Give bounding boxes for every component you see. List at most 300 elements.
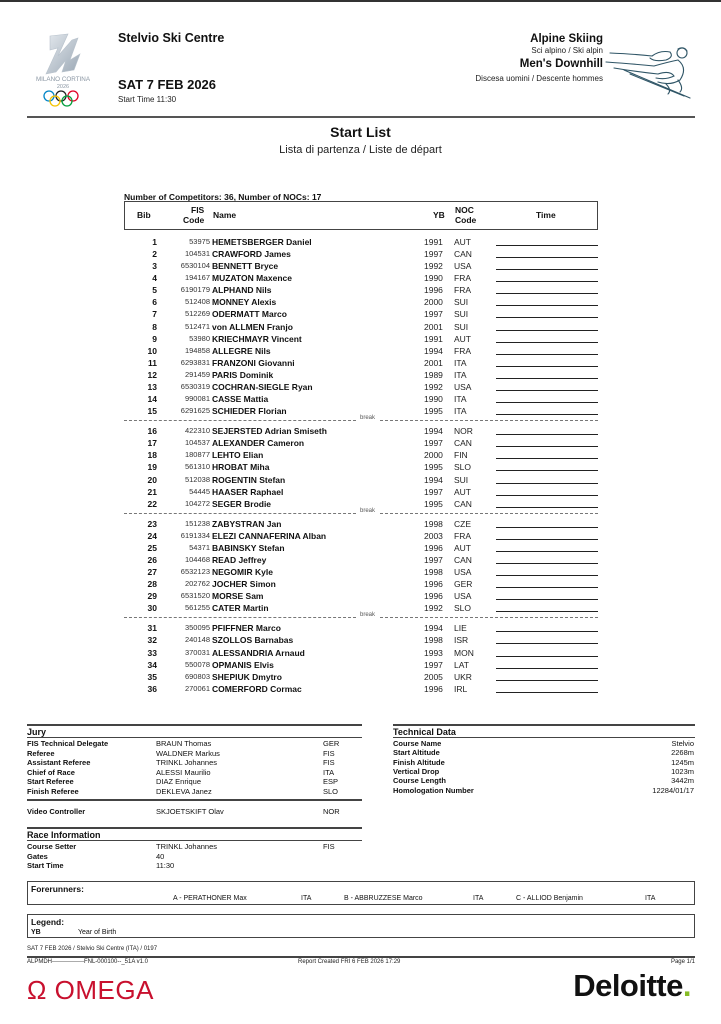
break-label: break [360,612,376,619]
technical-value: 3442m [671,776,694,786]
noc-code: UKR [454,671,472,682]
athlete-name: JOCHER Simon [212,579,276,590]
time-entry-line [496,269,598,270]
noc-code: SUI [454,309,469,320]
athlete-name: SEGER Brodie [212,498,272,509]
race-info-value: TRINKL Johannes [156,842,218,851]
bib-number: 5 [152,285,157,296]
noc-code: AUT [454,486,471,497]
noc-code: FRA [454,273,471,284]
race-info-value: 40 [156,851,165,861]
time-entry-line [496,446,598,447]
fis-code: 104531 [184,249,210,259]
table-header [124,201,598,230]
year-of-birth: 1996 [424,683,443,694]
bib-number: 18 [147,450,157,461]
table-row [124,554,598,566]
table-row [124,236,598,248]
bib-number: 27 [147,567,157,578]
race-info-title-line [27,840,362,842]
table-row [124,393,598,405]
athlete-name: KRIECHMAYR Vincent [212,333,302,344]
year-of-birth: 1994 [424,345,443,356]
year-of-birth: 1990 [424,394,443,405]
noc-code: USA [454,261,472,272]
time-entry-line [496,692,598,693]
fis-code: 6191334 [180,530,210,540]
bib-number: 8 [152,321,157,332]
jury-member-name: DEKLEVA Janez [156,786,212,796]
athlete-name: ZABYSTRAN Jan [212,518,282,529]
athlete-name: ALESSANDRIA Arnaud [212,647,305,658]
time-entry-line [496,631,598,632]
time-entry-line [496,414,598,415]
jury-member-name: ALESSI Maurilio [156,767,211,777]
noc-code: ITA [454,406,467,417]
games-emblem-icon [28,30,98,116]
forerunner-noc: ITA [301,895,312,902]
bib-number: 22 [147,498,157,509]
time-entry-line [496,293,598,294]
fis-code: 54445 [189,486,210,496]
bib-number: 35 [147,671,157,682]
year-of-birth: 1996 [424,542,443,553]
legend-title: Legend: [31,917,65,927]
fis-code: 53980 [189,333,210,343]
bib-number: 10 [147,345,157,356]
technical-data-section [393,724,695,738]
athlete-name: HROBAT Miha [212,462,270,473]
noc-code: FIN [454,450,468,461]
year-of-birth: 1990 [424,273,443,284]
time-entry-line [496,527,598,528]
year-of-birth: 1998 [424,567,443,578]
time-entry-line [496,680,598,681]
break-label: break [360,507,376,514]
col-fis-top: FIS [191,205,205,215]
footer-event-info: SAT 7 FEB 2026 / Stelvio Ski Centre (ITA) / 0197 [27,946,158,952]
race-info-label: Gates [27,851,48,861]
year-of-birth: 1995 [424,406,443,417]
athlete-name: ODERMATT Marco [212,309,287,320]
athlete-name: ROGENTIN Stefan [212,474,286,485]
athlete-name: COCHRAN-SIEGLE Ryan [212,381,313,392]
table-row [124,357,598,369]
year-of-birth: 1996 [424,591,443,602]
col-time: Time [536,210,556,220]
table-row [124,474,598,486]
athlete-name: MORSE Sam [212,591,264,602]
page-title: Start List [330,124,391,140]
col-fis-bottom: Code [183,215,205,225]
header-divider [27,116,695,118]
technical-value: 1245m [671,757,694,767]
table-row [124,659,598,671]
noc-code: USA [454,381,472,392]
break-dash-left [124,617,356,618]
table-row [124,248,598,260]
table-row [124,345,598,357]
table-row [124,683,598,695]
table-row [124,284,598,296]
technical-label: Course Name [393,739,442,748]
table-row [124,566,598,578]
sport-name: Alpine Skiing [530,33,603,45]
noc-code: SUI [454,297,469,308]
noc-code: ITA [454,357,467,368]
jury-member-name: WALDNER Markus [156,748,220,758]
fis-code: 512471 [184,321,210,331]
athlete-name: CATER Martin [212,603,269,614]
athlete-name: LEHTO Elian [212,450,264,461]
bib-number: 32 [147,635,157,646]
fis-code: 561310 [184,462,210,472]
noc-code: CAN [454,249,472,260]
break-dash-left [124,420,356,421]
col-name: Name [213,210,237,220]
sport-name-translations: Sci alpino / Ski alpin [531,46,603,55]
fis-code: 350095 [184,623,210,633]
jury-member-noc: FIS [323,758,335,767]
col-bib: Bib [137,210,151,220]
fis-code: 6531520 [180,591,210,601]
bib-number: 33 [147,647,157,658]
race-info-noc: FIS [323,842,335,851]
bib-number: 15 [147,406,157,417]
noc-code: GER [454,579,473,590]
bib-number: 36 [147,683,157,694]
year-of-birth: 2001 [424,357,443,368]
time-entry-line [496,390,598,391]
table-row [124,369,598,381]
time-entry-line [496,611,598,612]
break-dash-right [380,420,598,421]
noc-code: LIE [454,623,467,634]
time-entry-line [496,366,598,367]
fis-code: 550078 [184,659,210,669]
time-entry-line [496,330,598,331]
deloitte-logo: Deloitte. [573,968,691,1003]
time-entry-line [496,563,598,564]
bib-number: 4 [152,273,157,284]
technical-label: Homologation Number [393,785,474,795]
technical-label: Start Altitude [393,748,440,758]
noc-code: ITA [454,394,467,405]
race-info-label: Start Time [27,861,64,870]
fis-code: 6293831 [180,357,210,367]
noc-code: USA [454,591,472,602]
table-row [124,590,598,602]
noc-code: IRL [454,683,468,694]
jury-section [27,724,362,738]
fis-code: 6530104 [180,261,210,271]
bib-number: 1 [152,237,157,247]
year-of-birth: 1997 [424,309,443,320]
athlete-name: MUZATON Maxence [212,273,292,284]
report-code: ALPMDH----------------FNL-000100--_51A v1.0 [27,959,149,965]
time-entry-line [496,483,598,484]
bib-number: 23 [147,518,157,529]
time-entry-line [496,599,598,600]
jury-member-name: DIAZ Enrique [156,777,202,786]
bib-number: 17 [147,438,157,449]
athlete-name: SCHIEDER Florian [212,406,287,417]
year-of-birth: 1998 [424,518,443,529]
noc-code: AUT [454,542,471,553]
bib-number: 25 [147,542,157,553]
race-info-title: Race Information [27,829,101,840]
table-row [124,486,598,498]
year-of-birth: 1996 [424,579,443,590]
legend-abbr: YB [31,929,41,936]
year-of-birth: 1991 [424,237,443,247]
athlete-name: BENNETT Bryce [212,261,279,272]
break-dash-right [380,513,598,514]
jury-title-line [27,737,362,739]
time-entry-line [496,378,598,379]
fis-code: 194858 [184,345,210,355]
event-date: SAT 7 FEB 2026 [118,77,217,92]
footer-divider [27,956,695,958]
bib-number: 12 [147,369,157,380]
technical-value: 1023m [671,766,694,776]
bib-number: 28 [147,579,157,590]
time-entry-line [496,317,598,318]
time-entry-line [496,402,598,403]
start-time: Start Time 11:30 [118,95,177,104]
athlete-name: SEJERSTED Adrian Smiseth [212,426,327,437]
fis-code: 512038 [184,474,210,484]
year-of-birth: 2003 [424,530,443,541]
time-entry-line [496,354,598,355]
time-entry-line [496,551,598,552]
time-entry-line [496,539,598,540]
noc-code: AUT [454,237,471,247]
time-entry-line [496,507,598,508]
fis-code: 270061 [184,683,210,693]
bib-number: 7 [152,309,157,320]
fis-code: 6530319 [180,381,210,391]
bib-number: 19 [147,462,157,473]
race-info-section [27,827,362,841]
athlete-name: ELEZI CANNAFERINA Alban [212,530,327,541]
top-border [0,0,721,2]
jury-member-noc: ESP [323,777,339,786]
table-row [124,671,598,683]
fis-code: 53975 [189,237,210,246]
time-entry-line [496,342,598,343]
break-label: break [360,415,376,422]
fis-code: 291459 [184,369,210,379]
break-separator [124,416,598,424]
table-row [124,578,598,590]
noc-code: MON [454,647,474,658]
bib-number: 31 [147,623,157,634]
break-dash-right [380,617,598,618]
technical-top-line [393,724,695,726]
athlete-name: HEMETSBERGER Daniel [212,237,312,247]
athlete-name: BABINSKY Stefan [212,542,285,553]
bib-number: 24 [147,530,157,541]
time-entry-line [496,305,598,306]
fis-code: 104537 [184,438,210,448]
year-of-birth: 1992 [424,261,443,272]
bib-number: 29 [147,591,157,602]
fis-code: 6291625 [180,406,210,416]
noc-code: CAN [454,555,472,565]
col-yb: YB [433,210,445,220]
time-entry-line [496,656,598,657]
competitor-summary: Number of Competitors: 36, Number of NOCs: 17 [124,192,322,202]
year-of-birth: 2000 [424,450,443,461]
year-of-birth: 1994 [424,474,443,485]
bib-number: 13 [147,381,157,392]
year-of-birth: 1992 [424,381,443,392]
year-of-birth: 1997 [424,486,443,497]
year-of-birth: 2005 [424,671,443,682]
time-entry-line [496,587,598,588]
bib-number: 6 [152,297,157,308]
table-row [124,260,598,272]
athlete-name: PFIFFNER Marco [212,623,281,634]
forerunner-name: C - ALLIOD Benjamin [516,895,583,902]
athlete-name: MONNEY Alexis [212,297,277,308]
bib-number: 2 [152,249,157,260]
video-controller-role: Video Controller [27,807,86,816]
bib-number: 34 [147,659,157,670]
time-entry-line [496,668,598,669]
forerunners-title: Forerunners: [31,884,84,894]
technical-label: Finish Altitude [393,757,445,767]
noc-code: CAN [454,438,472,449]
athlete-name: CRAWFORD James [212,249,291,260]
page-subtitle: Lista di partenza / Liste de départ [279,144,442,156]
athlete-name: ALPHAND Nils [212,285,272,296]
athlete-name: CASSE Mattia [212,394,269,405]
technical-title: Technical Data [393,726,456,737]
fis-code: 690803 [184,671,210,681]
noc-code: AUT [454,333,471,344]
year-of-birth: 1994 [424,426,443,437]
fis-code: 151238 [184,518,210,528]
report-created: Report Created FRI 6 FEB 2026 17:29 [298,959,401,965]
technical-value: Stelvio [671,739,694,748]
year-of-birth: 1995 [424,462,443,473]
noc-code: FRA [454,345,471,356]
fis-code: 240148 [184,635,210,645]
technical-value: 12284/01/17 [652,785,694,795]
noc-code: SUI [454,474,469,485]
col-noc-bottom: Code [455,215,477,225]
jury-member-noc: GER [323,739,340,748]
legend-desc: Year of Birth [78,929,117,936]
bib-number: 11 [148,357,157,368]
jury-title: Jury [27,726,47,737]
noc-code: CZE [454,518,471,529]
technical-value: 2268m [671,748,694,758]
year-of-birth: 1997 [424,659,443,670]
fis-code: 990081 [184,394,210,404]
table-row [124,634,598,646]
bib-number: 20 [147,474,157,485]
fis-code: 6532123 [180,567,210,577]
year-of-birth: 1994 [424,623,443,634]
legend-box [27,914,695,938]
jury-top-line [27,724,362,726]
table-row [124,530,598,542]
noc-code: SLO [454,462,472,473]
year-of-birth: 1989 [424,369,443,380]
year-of-birth: 1996 [424,285,443,296]
table-row [124,321,598,333]
time-entry-line [496,257,598,258]
jury-member-noc: FIS [323,748,335,758]
event-name-translations: Discesa uomini / Descente hommes [475,74,603,83]
year-of-birth: 2001 [424,321,443,332]
year-of-birth: 1997 [424,438,443,449]
table-row [124,296,598,308]
break-dash-left [124,513,356,514]
bib-number: 16 [147,426,157,437]
noc-code: LAT [454,659,469,670]
bib-number: 3 [152,261,157,272]
jury-member-noc: ITA [323,767,335,777]
table-row [124,461,598,473]
noc-code: SUI [454,321,469,332]
bib-number: 30 [147,603,157,614]
jury-member-name: BRAUN Thomas [156,739,212,748]
noc-code: SLO [454,603,472,614]
downhill-skier-pictogram-icon [604,40,696,100]
fis-code: 370031 [184,647,210,657]
jury-role: Start Referee [27,777,74,786]
table-row [124,272,598,284]
jury-bottom-line [27,799,362,801]
noc-code: FRA [454,285,471,296]
athlete-name: READ Jeffrey [212,555,267,565]
noc-code: USA [454,567,472,578]
time-entry-line [496,495,598,496]
fis-code: 512408 [184,297,210,307]
bib-number: 14 [147,394,157,405]
jury-member-noc: SLO [323,786,339,796]
athlete-name: SZOLLOS Barnabas [212,635,294,646]
table-row [124,425,598,437]
fis-code: 54371 [189,542,210,552]
athlete-name: PARIS Dominik [212,369,274,380]
fis-code: 561255 [184,603,210,613]
svg-text:MILANO CORTINA: MILANO CORTINA [35,76,91,83]
forerunner-name: B - ABBRUZZESE Marco [344,895,423,902]
omega-logo: Ω OMEGA [27,975,154,1005]
page-number: Page 1/1 [670,959,695,965]
technical-label: Vertical Drop [393,766,440,776]
fis-code: 6190179 [180,285,210,295]
fis-code: 512269 [184,309,210,319]
jury-role: FIS Technical Delegate [27,739,109,748]
fis-code: 422310 [184,426,210,436]
noc-code: FRA [454,530,471,541]
time-entry-line [496,470,598,471]
fis-code: 104468 [184,555,210,564]
athlete-name: HAASER Raphael [212,486,284,497]
bib-number: 21 [147,486,157,497]
time-entry-line [496,434,598,435]
time-entry-line [496,281,598,282]
jury-member-name: TRINKL Johannes [156,758,218,767]
table-row [124,333,598,345]
table-row [124,308,598,320]
